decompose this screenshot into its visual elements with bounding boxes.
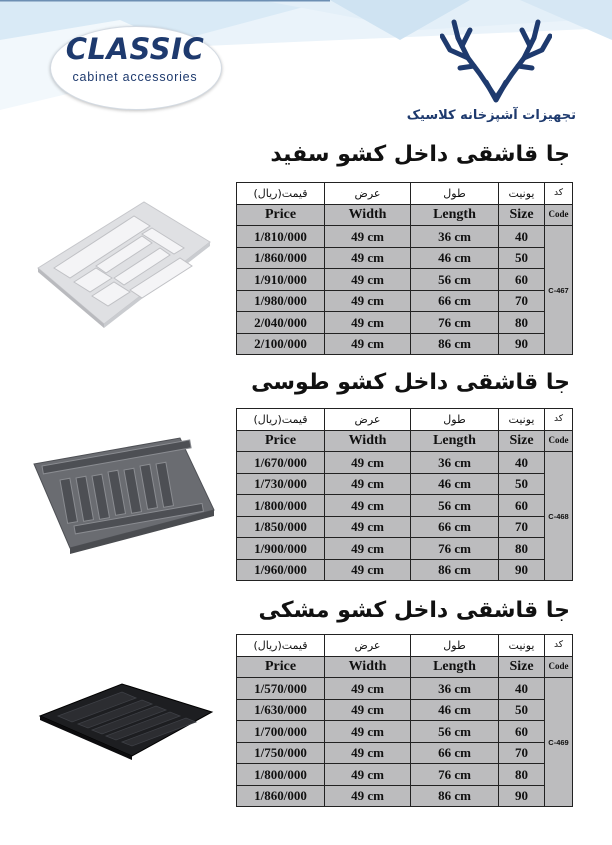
header-length: Length	[411, 656, 499, 678]
size-cell: 50	[499, 247, 545, 269]
table-row	[237, 495, 573, 517]
price-cell: 1/750/000	[237, 742, 325, 764]
price-cell: 1/810/000	[237, 226, 325, 248]
length-cell: 46 cm	[411, 699, 499, 721]
length-cell: 46 cm	[411, 247, 499, 269]
table-row	[237, 452, 573, 474]
size-cell: 40	[499, 452, 545, 474]
length-cell: 76 cm	[411, 764, 499, 786]
header-size: Size	[499, 204, 545, 226]
width-cell: 49 cm	[325, 516, 411, 538]
size-cell: 70	[499, 290, 545, 312]
width-cell: 49 cm	[325, 290, 411, 312]
size-cell: 60	[499, 269, 545, 291]
length-cell: 86 cm	[411, 785, 499, 807]
price-cell: 1/900/000	[237, 538, 325, 560]
width-cell: 49 cm	[325, 495, 411, 517]
price-table-black	[236, 634, 573, 807]
table-row	[237, 290, 573, 312]
price-cell: 1/700/000	[237, 721, 325, 743]
price-cell: 1/850/000	[237, 516, 325, 538]
product-code: C-467	[545, 226, 573, 355]
header-code: Code	[545, 204, 573, 226]
black-cutlery-tray-image	[38, 682, 214, 762]
price-cell: 1/730/000	[237, 473, 325, 495]
width-cell: 49 cm	[325, 721, 411, 743]
header-code-fa: کد	[545, 183, 573, 205]
width-cell: 49 cm	[325, 678, 411, 700]
length-cell: 46 cm	[411, 473, 499, 495]
length-cell: 66 cm	[411, 742, 499, 764]
header-width: Width	[325, 204, 411, 226]
size-cell: 50	[499, 699, 545, 721]
price-cell: 1/860/000	[237, 247, 325, 269]
price-cell: 1/800/000	[237, 764, 325, 786]
price-cell: 2/040/000	[237, 312, 325, 334]
table-row	[237, 699, 573, 721]
table-row	[237, 312, 573, 334]
header-price: Price	[237, 204, 325, 226]
header-width-fa: عرض	[325, 409, 411, 431]
width-cell: 49 cm	[325, 742, 411, 764]
header-price: Price	[237, 430, 325, 452]
product-code: C-469	[545, 678, 573, 807]
header-length-fa: طول	[411, 409, 499, 431]
width-cell: 49 cm	[325, 538, 411, 560]
table-row	[237, 678, 573, 700]
table-row	[237, 226, 573, 248]
header-price-fa: قیمت(ریال)	[237, 409, 325, 431]
section-title-black: جا قاشقی داخل کشو مشکی	[258, 598, 570, 623]
length-cell: 86 cm	[411, 559, 499, 581]
length-cell: 76 cm	[411, 312, 499, 334]
price-table-gray	[236, 408, 573, 581]
price-cell: 1/860/000	[237, 785, 325, 807]
logo-subtitle: cabinet accessories	[72, 70, 198, 84]
header-width: Width	[325, 656, 411, 678]
price-cell: 1/670/000	[237, 452, 325, 474]
header-size: Size	[499, 656, 545, 678]
size-cell: 50	[499, 473, 545, 495]
length-cell: 36 cm	[411, 452, 499, 474]
length-cell: 66 cm	[411, 290, 499, 312]
size-cell: 90	[499, 559, 545, 581]
header-width: Width	[325, 430, 411, 452]
price-cell: 1/980/000	[237, 290, 325, 312]
brand-name-persian: تجهیزات آشپزخانه کلاسیک	[406, 108, 576, 123]
size-cell: 80	[499, 538, 545, 560]
header-code: Code	[545, 430, 573, 452]
width-cell: 49 cm	[325, 269, 411, 291]
length-cell: 36 cm	[411, 226, 499, 248]
table-row	[237, 742, 573, 764]
table-row	[237, 764, 573, 786]
width-cell: 49 cm	[325, 764, 411, 786]
header-price-fa: قیمت(ریال)	[237, 635, 325, 657]
width-cell: 49 cm	[325, 452, 411, 474]
header-width-fa: عرض	[325, 635, 411, 657]
table-row	[237, 516, 573, 538]
header-width-fa: عرض	[325, 183, 411, 205]
width-cell: 49 cm	[325, 247, 411, 269]
size-cell: 70	[499, 516, 545, 538]
header-size-fa: یونیت	[499, 183, 545, 205]
table-row	[237, 269, 573, 291]
size-cell: 70	[499, 742, 545, 764]
table-row	[237, 473, 573, 495]
section-title-gray: جا قاشقی داخل کشو طوسی	[251, 370, 570, 395]
length-cell: 36 cm	[411, 678, 499, 700]
width-cell: 49 cm	[325, 699, 411, 721]
price-cell: 1/630/000	[237, 699, 325, 721]
length-cell: 86 cm	[411, 333, 499, 355]
length-cell: 76 cm	[411, 538, 499, 560]
table-row	[237, 538, 573, 560]
product-code: C-468	[545, 452, 573, 581]
white-cutlery-tray-image	[34, 198, 214, 328]
header-code-fa: کد	[545, 409, 573, 431]
logo-title: CLASSIC	[65, 32, 205, 66]
length-cell: 56 cm	[411, 495, 499, 517]
length-cell: 56 cm	[411, 269, 499, 291]
size-cell: 40	[499, 678, 545, 700]
table-row	[237, 247, 573, 269]
price-table-white	[236, 182, 573, 355]
header-price: Price	[237, 656, 325, 678]
size-cell: 80	[499, 764, 545, 786]
width-cell: 49 cm	[325, 785, 411, 807]
header-length: Length	[411, 204, 499, 226]
table-row	[237, 721, 573, 743]
price-cell: 2/100/000	[237, 333, 325, 355]
header-length-fa: طول	[411, 635, 499, 657]
header-length: Length	[411, 430, 499, 452]
size-cell: 80	[499, 312, 545, 334]
header-size-fa: یونیت	[499, 409, 545, 431]
length-cell: 66 cm	[411, 516, 499, 538]
price-cell: 1/570/000	[237, 678, 325, 700]
table-row	[237, 559, 573, 581]
header-code: Code	[545, 656, 573, 678]
header-size-fa: یونیت	[499, 635, 545, 657]
width-cell: 49 cm	[325, 312, 411, 334]
width-cell: 49 cm	[325, 333, 411, 355]
size-cell: 40	[499, 226, 545, 248]
length-cell: 56 cm	[411, 721, 499, 743]
width-cell: 49 cm	[325, 559, 411, 581]
header-size: Size	[499, 430, 545, 452]
width-cell: 49 cm	[325, 226, 411, 248]
header-price-fa: قیمت(ریال)	[237, 183, 325, 205]
price-cell: 1/960/000	[237, 559, 325, 581]
size-cell: 60	[499, 721, 545, 743]
header-code-fa: کد	[545, 635, 573, 657]
size-cell: 60	[499, 495, 545, 517]
table-row	[237, 333, 573, 355]
width-cell: 49 cm	[325, 473, 411, 495]
size-cell: 90	[499, 785, 545, 807]
deer-antler-logo-icon	[440, 16, 552, 108]
gray-cutlery-tray-image	[30, 436, 216, 554]
header-length-fa: طول	[411, 183, 499, 205]
section-title-white: جا قاشقی داخل کشو سفید	[270, 142, 570, 167]
table-row	[237, 785, 573, 807]
price-cell: 1/910/000	[237, 269, 325, 291]
price-cell: 1/800/000	[237, 495, 325, 517]
size-cell: 90	[499, 333, 545, 355]
